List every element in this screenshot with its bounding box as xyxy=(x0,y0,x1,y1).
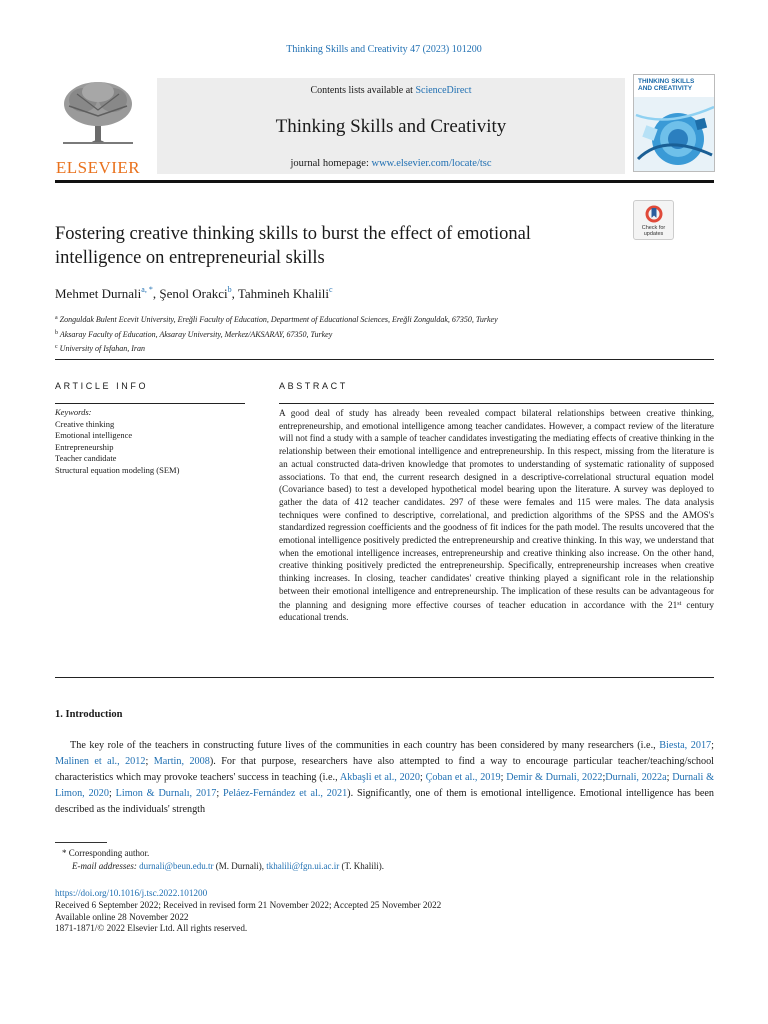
keyword-item: Creative thinking xyxy=(55,418,115,429)
author-3-name: Tahmineh Khalili xyxy=(237,286,330,301)
citation-link[interactable]: Peláez-Fernández et al., 2021 xyxy=(223,788,348,799)
available-online: Available online 28 November 2022 xyxy=(55,911,189,922)
contents-line xyxy=(157,85,625,96)
cover-title xyxy=(638,79,694,93)
abstract-bottom-rule xyxy=(55,677,714,678)
citation-separator: ; xyxy=(145,756,154,767)
journal-masthead xyxy=(55,74,715,178)
article-title: Fostering creative thinking skills to burst the effect of emotional intelligence on entrepreneurial skills xyxy=(55,224,531,268)
footnote-rule xyxy=(55,842,107,843)
citation-link[interactable]: Durnali & Limon, 2020 xyxy=(55,772,714,799)
author-separator: , xyxy=(231,286,238,301)
corresponding-author-note xyxy=(62,847,384,860)
citation-separator: ; xyxy=(602,772,606,783)
abstract-body-end: century educational trends. xyxy=(279,599,714,623)
keywords-label: Keywords: xyxy=(55,407,92,417)
article-history: Received 6 September 2022; Received in revised form 21 November 2022; Accepted 25 November 2022 xyxy=(55,899,442,910)
running-head[interactable]: Thinking Skills and Creativity 47 (2023) 101200 xyxy=(286,44,482,55)
affiliation-c xyxy=(55,341,498,356)
cover-title-line2: AND CREATIVITY xyxy=(638,84,693,92)
citation-link[interactable]: Malinen et al., 2012 xyxy=(55,756,146,767)
abstract-superscript: st xyxy=(677,600,682,607)
copyright-line: 1871-1871/© 2022 Elsevier Ltd. All rights reserved. xyxy=(55,923,248,934)
author-list xyxy=(55,285,333,302)
cover-artwork-icon xyxy=(634,97,715,172)
abstract-rule xyxy=(279,403,714,404)
crossmark-label xyxy=(634,225,673,237)
article-info-rule xyxy=(55,403,245,404)
author-3-affil-link[interactable]: c xyxy=(329,285,333,294)
email-owner: (M. Durnali), xyxy=(213,860,267,871)
contents-prefix: Contents lists available at xyxy=(310,85,416,96)
abstract-heading: ABSTRACT xyxy=(279,381,348,391)
check-for-updates-button[interactable] xyxy=(633,200,674,240)
email-link-khalili[interactable]: tkhalili@fgn.ui.ac.ir xyxy=(266,860,340,871)
sciencedirect-link[interactable]: ScienceDirect xyxy=(415,85,472,96)
masthead-rule xyxy=(55,180,714,183)
abstract-body: A good deal of study has already been revealed compact bilateral relationships between creative thinking, entrepreneurship, and emotional intelligence among teacher candidates. However, a compact review of the literature will not find a study with a sample of teacher candidates investigating the mediating effects of creative thinking in the relationship between their emotional intelligence and entrepreneurship. In this respect, missing from the literature is an actual constructed data-driven knowledge that promotes to understanding of systematic rationality of supposed associations. To that end, the current research designed in a descriptive-correlational structural equation model (Covariance based) to test a developed hypothetical model bearing upon the literature. A survey was deployed to gather the data of 412 teacher candidates. 297 of these were females and 115 were males. The data analysis techniques were confined to descriptive, correlational, and prediction algorithms of the SPSS and the AMOS's standardized regression coefficients and the goodness of fit indices for the path model. The results uncovered that the emotional intelligence positively predicted the entrepreneurship and creative thinking. In this way, we understand that when the emotional intelligence increases, entrepreneurship and creative thinking also increase. On the other hand, creative thinking positively predicted the entrepreneurship. Specifically, entrepreneurship increases when creative thinking increases. In closing, teacher candidates' creative thinking played a significant role in the relationship between their emotional intelligence and entrepreneurship. The implication of these results can be advantageous for the planning and designing more effective courses of teacher education in accordance with the 21 xyxy=(279,408,714,610)
email-label: E-mail addresses: xyxy=(72,860,137,871)
affiliation-text: University of Isfahan, Iran xyxy=(59,344,145,353)
introduction-heading: 1. Introduction xyxy=(55,709,123,720)
elsevier-wordmark: ELSEVIER xyxy=(55,158,141,177)
intro-text: ). For that purpose, researchers have also attempted to find a way to encourage particular teacher/teaching/school characteristics which may provoke teachers' success in teaching (i.e., xyxy=(55,756,715,783)
article-info-heading: ARTICLE INFO xyxy=(55,381,149,391)
elsevier-logo[interactable] xyxy=(55,80,141,178)
affiliations xyxy=(55,312,498,356)
affiliation-b xyxy=(55,327,498,342)
keyword-item: Structural equation modeling (SEM) xyxy=(55,464,180,475)
affiliation-a xyxy=(55,312,498,327)
email-link-durnali[interactable]: durnali@beun.edu.tr xyxy=(139,860,214,871)
affiliation-mark: b xyxy=(55,329,58,336)
citation-separator: ; xyxy=(216,788,224,799)
affiliation-text: Zonguldak Bulent Ecevit University, Ereğli Faculty of Education, Department of Educational Sciences, Ereğli Zonguldak, 67350, Turkey xyxy=(59,315,498,324)
article-metadata xyxy=(55,888,441,935)
keyword-item: Teacher candidate xyxy=(55,453,117,463)
affiliation-text: Aksaray Faculty of Education, Aksaray University, Merkez/AKSARAY, 67350, Turkey xyxy=(59,329,333,339)
introduction-paragraph xyxy=(55,738,714,818)
keyword-item: Emotional intelligence xyxy=(55,430,133,440)
journal-cover-thumbnail[interactable] xyxy=(633,74,715,172)
journal-info-box xyxy=(157,78,625,174)
footnote xyxy=(62,847,384,872)
email-owner: (T. Khalili). xyxy=(339,860,385,871)
crossmark-label-line1: Check for xyxy=(641,225,666,231)
footnote-marker: * xyxy=(62,848,67,858)
author-2-name: Şenol Orakci xyxy=(159,286,228,301)
crossmark-icon xyxy=(645,205,663,223)
intro-text: ). Significantly, one of them is emotional intelligence. Emotional intelligence has been described as the individuals' strength xyxy=(55,788,714,815)
citation-link[interactable]: Durnali, 2022a xyxy=(605,772,667,783)
email-line xyxy=(62,860,384,873)
author-1-affil-link[interactable]: a, * xyxy=(141,285,153,294)
citation-link[interactable]: Martin, 2008 xyxy=(153,756,210,767)
corresponding-author-text: Corresponding author. xyxy=(68,848,150,858)
homepage-line xyxy=(157,158,625,169)
abstract-text xyxy=(279,407,714,624)
citation-separator: ; xyxy=(419,772,426,783)
journal-title: Thinking Skills and Creativity xyxy=(275,116,507,137)
doi-link[interactable]: https://doi.org/10.1016/j.tsc.2022.101200 xyxy=(55,888,208,898)
header-rule xyxy=(55,359,714,360)
keyword-item: Entrepreneurship xyxy=(55,441,114,452)
cover-title-line1: THINKING SKILLS xyxy=(638,78,695,85)
crossmark-label-line2: updates xyxy=(643,231,664,237)
citation-link[interactable]: Biesta, 2017 xyxy=(659,740,712,751)
author-2-affil-link[interactable]: b xyxy=(227,285,232,294)
homepage-prefix: journal homepage: xyxy=(290,158,372,169)
author-separator: , xyxy=(152,286,160,301)
citation-link[interactable]: Akbaşli et al., 2020 xyxy=(339,772,420,783)
citation-separator: ; xyxy=(500,772,507,783)
citation-separator: ; xyxy=(108,788,116,799)
citation-separator: ; xyxy=(666,772,673,783)
elsevier-tree-icon xyxy=(59,80,137,150)
citation-link[interactable]: Limon & Durnalı, 2017 xyxy=(115,788,217,799)
affiliation-mark: c xyxy=(55,344,58,350)
author-1-name: Mehmet Durnali xyxy=(55,286,142,301)
citation-separator: ; xyxy=(711,740,714,751)
keywords-block xyxy=(55,407,245,476)
intro-text: The key role of the teachers in constructing future lives of the communities in each country has been considered by many researchers (i.e., xyxy=(70,740,660,751)
citation-link[interactable]: Demir & Durnali, 2022 xyxy=(506,772,603,783)
journal-homepage-link[interactable]: www.elsevier.com/locate/tsc xyxy=(371,158,492,169)
citation-link[interactable]: Çoban et al., 2019 xyxy=(425,772,501,783)
affiliation-mark: a xyxy=(55,315,58,321)
